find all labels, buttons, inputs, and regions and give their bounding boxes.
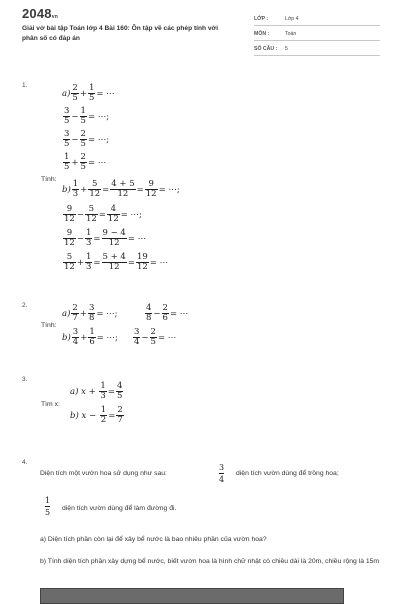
fraction: $\frac{1}{3}$ bbox=[85, 228, 92, 248]
q3-b-equation: b) x − $\frac{1}{2}$ = $\frac{2}{7}$ bbox=[70, 405, 123, 425]
fraction: $\frac{2}{5}$ bbox=[80, 152, 86, 172]
q1-a-line-1: a) $\frac{2}{5}$ + $\frac{1}{5}$ = ⋯ bbox=[62, 83, 115, 103]
meta-subject-row bbox=[254, 29, 380, 41]
meta-count-row bbox=[254, 44, 380, 56]
page-title: Giải vở bài tập Toán lớp 4 Bài 160: Ôn tập về các phép tính với phân số có đáp án bbox=[22, 25, 219, 42]
fraction: $\frac{2}{7}$ bbox=[117, 405, 123, 425]
fraction: $\frac{2}{7}$ bbox=[72, 303, 78, 323]
meta-subject-label: MÔN : bbox=[254, 31, 270, 37]
fraction: $\frac{1}{3}$ bbox=[72, 179, 79, 199]
q1-b-line-4: $\frac{5}{12}$ + $\frac{1}{3}$ = $\frac{5 + 4}{12}$ = $\frac{19}{12}$ = ⋯ bbox=[64, 252, 169, 272]
q4-part-a: a) Diện tích phần còn lại để xây bể nước là bao nhiêu phần của vườn hoa? bbox=[40, 536, 267, 543]
question-3-instruction: Tìm x: bbox=[41, 401, 60, 408]
q4-part-b: b) Tính diện tích phần xây dựng bể nước, biết vườn hoa là hình chữ nhật có chiều dài là 20m, chiều rộng là 15m bbox=[40, 558, 380, 565]
fraction: $\frac{4}{8}$ bbox=[146, 303, 152, 323]
fraction: $\frac{9}{12}$ bbox=[64, 228, 75, 248]
q2-b-line-right: $\frac{3}{4}$ − $\frac{2}{5}$ = ⋯ bbox=[134, 327, 177, 347]
q2-b-line: b) $\frac{3}{4}$ + $\frac{1}{6}$ = ⋯; bbox=[62, 327, 118, 347]
q2-a-line-right: $\frac{4}{8}$ − $\frac{2}{6}$ = ⋯ bbox=[146, 303, 189, 323]
fraction: $\frac{2}{6}$ bbox=[162, 303, 168, 323]
question-4-number: 4. bbox=[22, 459, 28, 466]
fraction: $\frac{3}{5}$ bbox=[64, 106, 70, 126]
q1-a-line-3: $\frac{3}{5}$ − $\frac{2}{5}$ = ⋯; bbox=[64, 129, 110, 149]
fraction: $\frac{3}{4}$ bbox=[134, 327, 140, 347]
meta-count-label: SỐ CÂU : bbox=[254, 46, 278, 52]
q1-b-line-2: $\frac{9}{12}$ − $\frac{5}{12}$ = $\frac{4}{12}$ = ⋯; bbox=[64, 204, 142, 224]
q3-b-label: b) bbox=[70, 411, 79, 421]
q1-b-label: b) bbox=[62, 185, 71, 195]
fraction: $\frac{2}{5}$ bbox=[72, 83, 78, 103]
fraction: $\frac{4}{12}$ bbox=[107, 204, 119, 224]
fraction: $\frac{3}{5}$ bbox=[64, 129, 70, 149]
question-1-number: 1. bbox=[22, 82, 28, 89]
fraction: $\frac{2}{5}$ bbox=[80, 129, 86, 149]
fraction: $\frac{19}{12}$ bbox=[136, 252, 148, 272]
site-logo[interactable] bbox=[22, 6, 58, 21]
fraction: $\frac{5}{12}$ bbox=[85, 204, 97, 224]
fraction: $\frac{9}{12}$ bbox=[145, 179, 157, 199]
fraction: $\frac{9 - 4}{12}$ bbox=[102, 228, 126, 248]
q1-a-line-4: $\frac{1}{5}$ + $\frac{2}{5}$ = ⋯ bbox=[64, 152, 107, 172]
fraction: $\frac{1}{2}$ bbox=[100, 405, 107, 425]
question-image bbox=[40, 588, 344, 604]
q4-fraction-flower: 3 4 bbox=[219, 463, 225, 484]
fraction: $\frac{1}{3}$ bbox=[85, 252, 92, 272]
fraction: $\frac{4 + 5}{12}$ bbox=[111, 179, 135, 199]
fraction: $\frac{1}{5}$ bbox=[64, 152, 70, 172]
meta-count-value: 5 bbox=[285, 46, 288, 52]
fraction: $\frac{5 + 4}{12}$ bbox=[102, 252, 126, 272]
fraction: $\frac{4}{5}$ bbox=[116, 381, 123, 401]
logo-text: 2048 bbox=[22, 6, 52, 21]
meta-class-row bbox=[254, 14, 380, 26]
fraction: $\frac{1}{3}$ bbox=[100, 381, 106, 401]
question-2-number: 2. bbox=[22, 302, 28, 309]
meta-subject-value: Toán bbox=[285, 31, 297, 37]
question-3-number: 3. bbox=[22, 376, 28, 383]
q4-path-text: diện tích vườn dùng để làm đường đi. bbox=[62, 505, 177, 512]
q3-a-equation: a) x + $\frac{1}{3}$ = $\frac{4}{5}$ bbox=[70, 381, 123, 401]
fraction: $\frac{5}{12}$ bbox=[64, 252, 75, 272]
fraction: $\frac{1}{6}$ bbox=[89, 327, 95, 347]
q2-b-label: b) bbox=[62, 333, 71, 343]
q4-flower-text: diện tích vườn dùng để trồng hoa; bbox=[236, 470, 339, 477]
fraction: $\frac{2}{5}$ bbox=[150, 327, 156, 347]
q1-b-line-3: $\frac{9}{12}$ − $\frac{1}{3}$ = $\frac{9 - 4}{12}$ = ⋯ bbox=[64, 228, 147, 248]
fraction: $\frac{5}{12}$ bbox=[89, 179, 101, 199]
fraction: $\frac{3}{4}$ bbox=[72, 327, 79, 347]
q3-a-label: a) bbox=[70, 387, 79, 397]
q1-b-line-1: b) $\frac{1}{3}$ + $\frac{5}{12}$ = $\frac{4 + 5}{12}$ = $\frac{9}{12}$ = ⋯; bbox=[62, 179, 180, 199]
fraction: $\frac{1}{5}$ bbox=[80, 106, 86, 126]
q4-fraction-path: 1 5 bbox=[45, 496, 51, 517]
q1-a-label: a) bbox=[62, 89, 71, 99]
q2-a-label: a) bbox=[62, 309, 71, 319]
fraction: $\frac{9}{12}$ bbox=[64, 204, 75, 224]
meta-class-value: Lớp 4 bbox=[285, 16, 299, 22]
fraction: $\frac{1}{5}$ bbox=[88, 83, 95, 103]
meta-class-label: LỚP : bbox=[254, 16, 269, 22]
question-1-instruction: Tính: bbox=[41, 176, 57, 183]
q2-a-line: a) $\frac{2}{7}$ + $\frac{3}{8}$ = ⋯; bbox=[62, 303, 118, 323]
logo-suffix: vn bbox=[51, 14, 58, 20]
fraction: $\frac{3}{8}$ bbox=[88, 303, 95, 323]
q4-intro: Diện tích một vườn hoa sử dụng như sau: bbox=[40, 470, 167, 477]
q1-a-line-2: $\frac{3}{5}$ − $\frac{1}{5}$ = ⋯; bbox=[64, 106, 110, 126]
question-2-instruction: Tính: bbox=[41, 322, 57, 329]
